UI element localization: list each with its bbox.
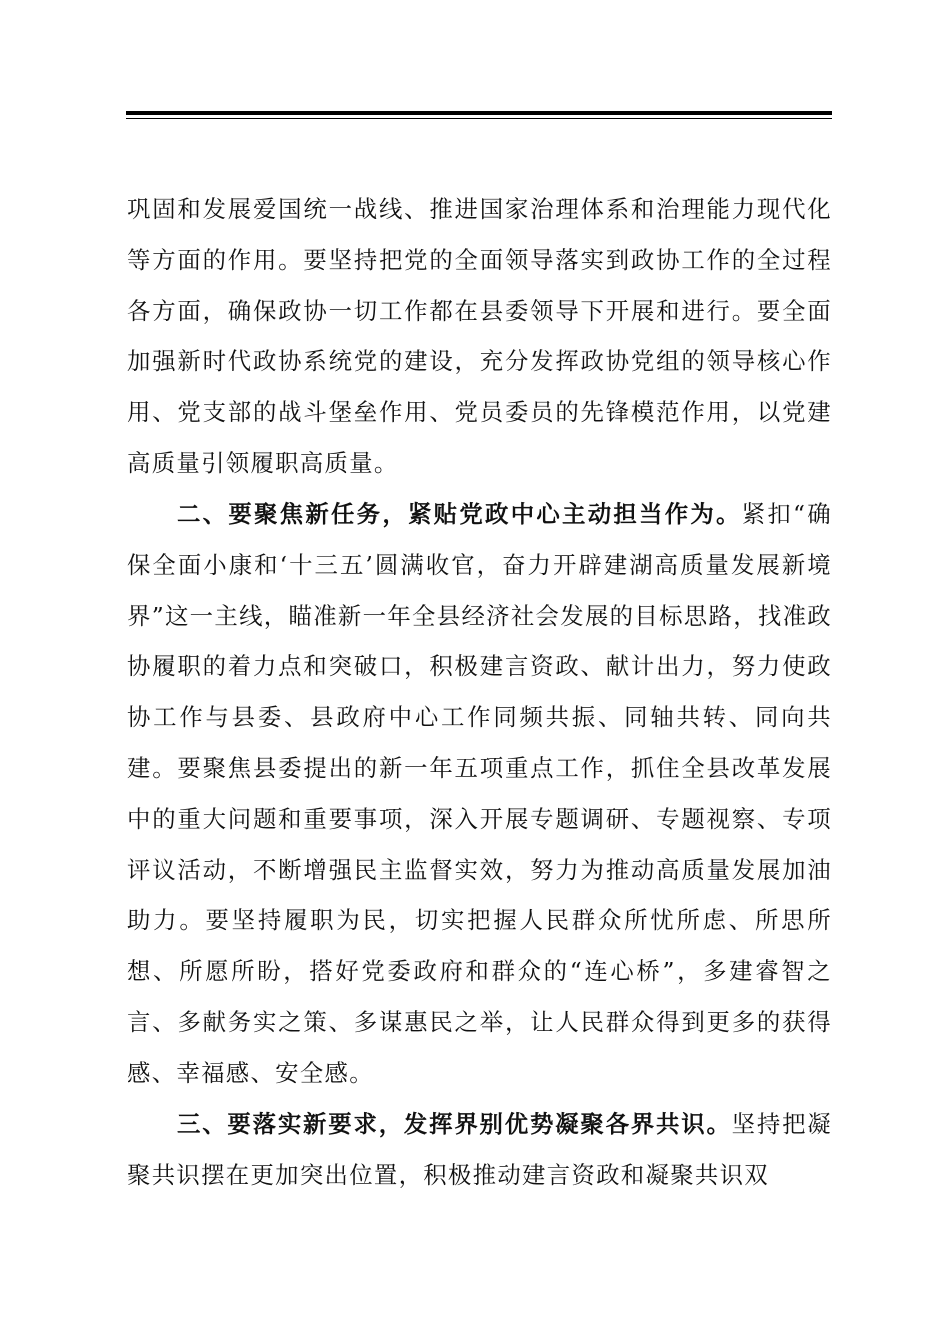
section-two-heading: 二、要聚焦新任务，紧贴党政中心主动担当作为。 [177, 500, 742, 528]
paragraph-text: 巩固和发展爱国统一战线、推进国家治理体系和治理能力现代化等方面的作用。要坚持把党的全面领导落实到政协工作的全过程各方面，确保政协一切工作都在县委领导下开展和进行。要全面加强新时代政协系统党的建设，充分发挥政协党组的领导核心作用、党支部的战斗堡垒作用、党员委员的先锋模范作用，以党建高质量引领履职高质量。 [127, 195, 832, 477]
paragraph-text: 坚持把凝聚共识摆在更加突出位置，积极推动建言资政和凝聚共识双 [127, 1110, 832, 1189]
paragraph-text: 紧扣“确保全面小康和‘十三五’圆满收官，奋力开辟建湖高质量发展新境界”这一主线，瞄准新一年全县经济社会发展的目标思路，找准政协履职的着力点和突破口，积极建言资政、献计出力，努力使政协工作与县委、县政府中心工作同频共振、同轴共转、同向共建。要聚焦县委提出的新一年五项重点工作，抓住全县改革发展中的重大问题和重要事项，深入开展专题调研、专题视察、专项评议活动，不断增强民主监督实效，努力为推动高质量发展加油助力。要坚持履职为民，切实把握人民群众所忧所虑、所思所想、所愿所盼，搭好党委政府和群众的“连心桥”，多建睿智之言、多献务实之策、多谋惠民之举，让人民群众得到更多的获得感、幸福感、安全感。 [127, 500, 832, 1087]
section-three-heading: 三、要落实新要求，发挥界别优势凝聚各界共识。 [177, 1110, 732, 1138]
header-rule-thin [126, 118, 832, 119]
section-three-paragraph [127, 1099, 832, 1201]
header-rule-thick [126, 111, 832, 115]
section-two-paragraph [127, 489, 832, 1099]
body-paragraph [127, 184, 832, 489]
